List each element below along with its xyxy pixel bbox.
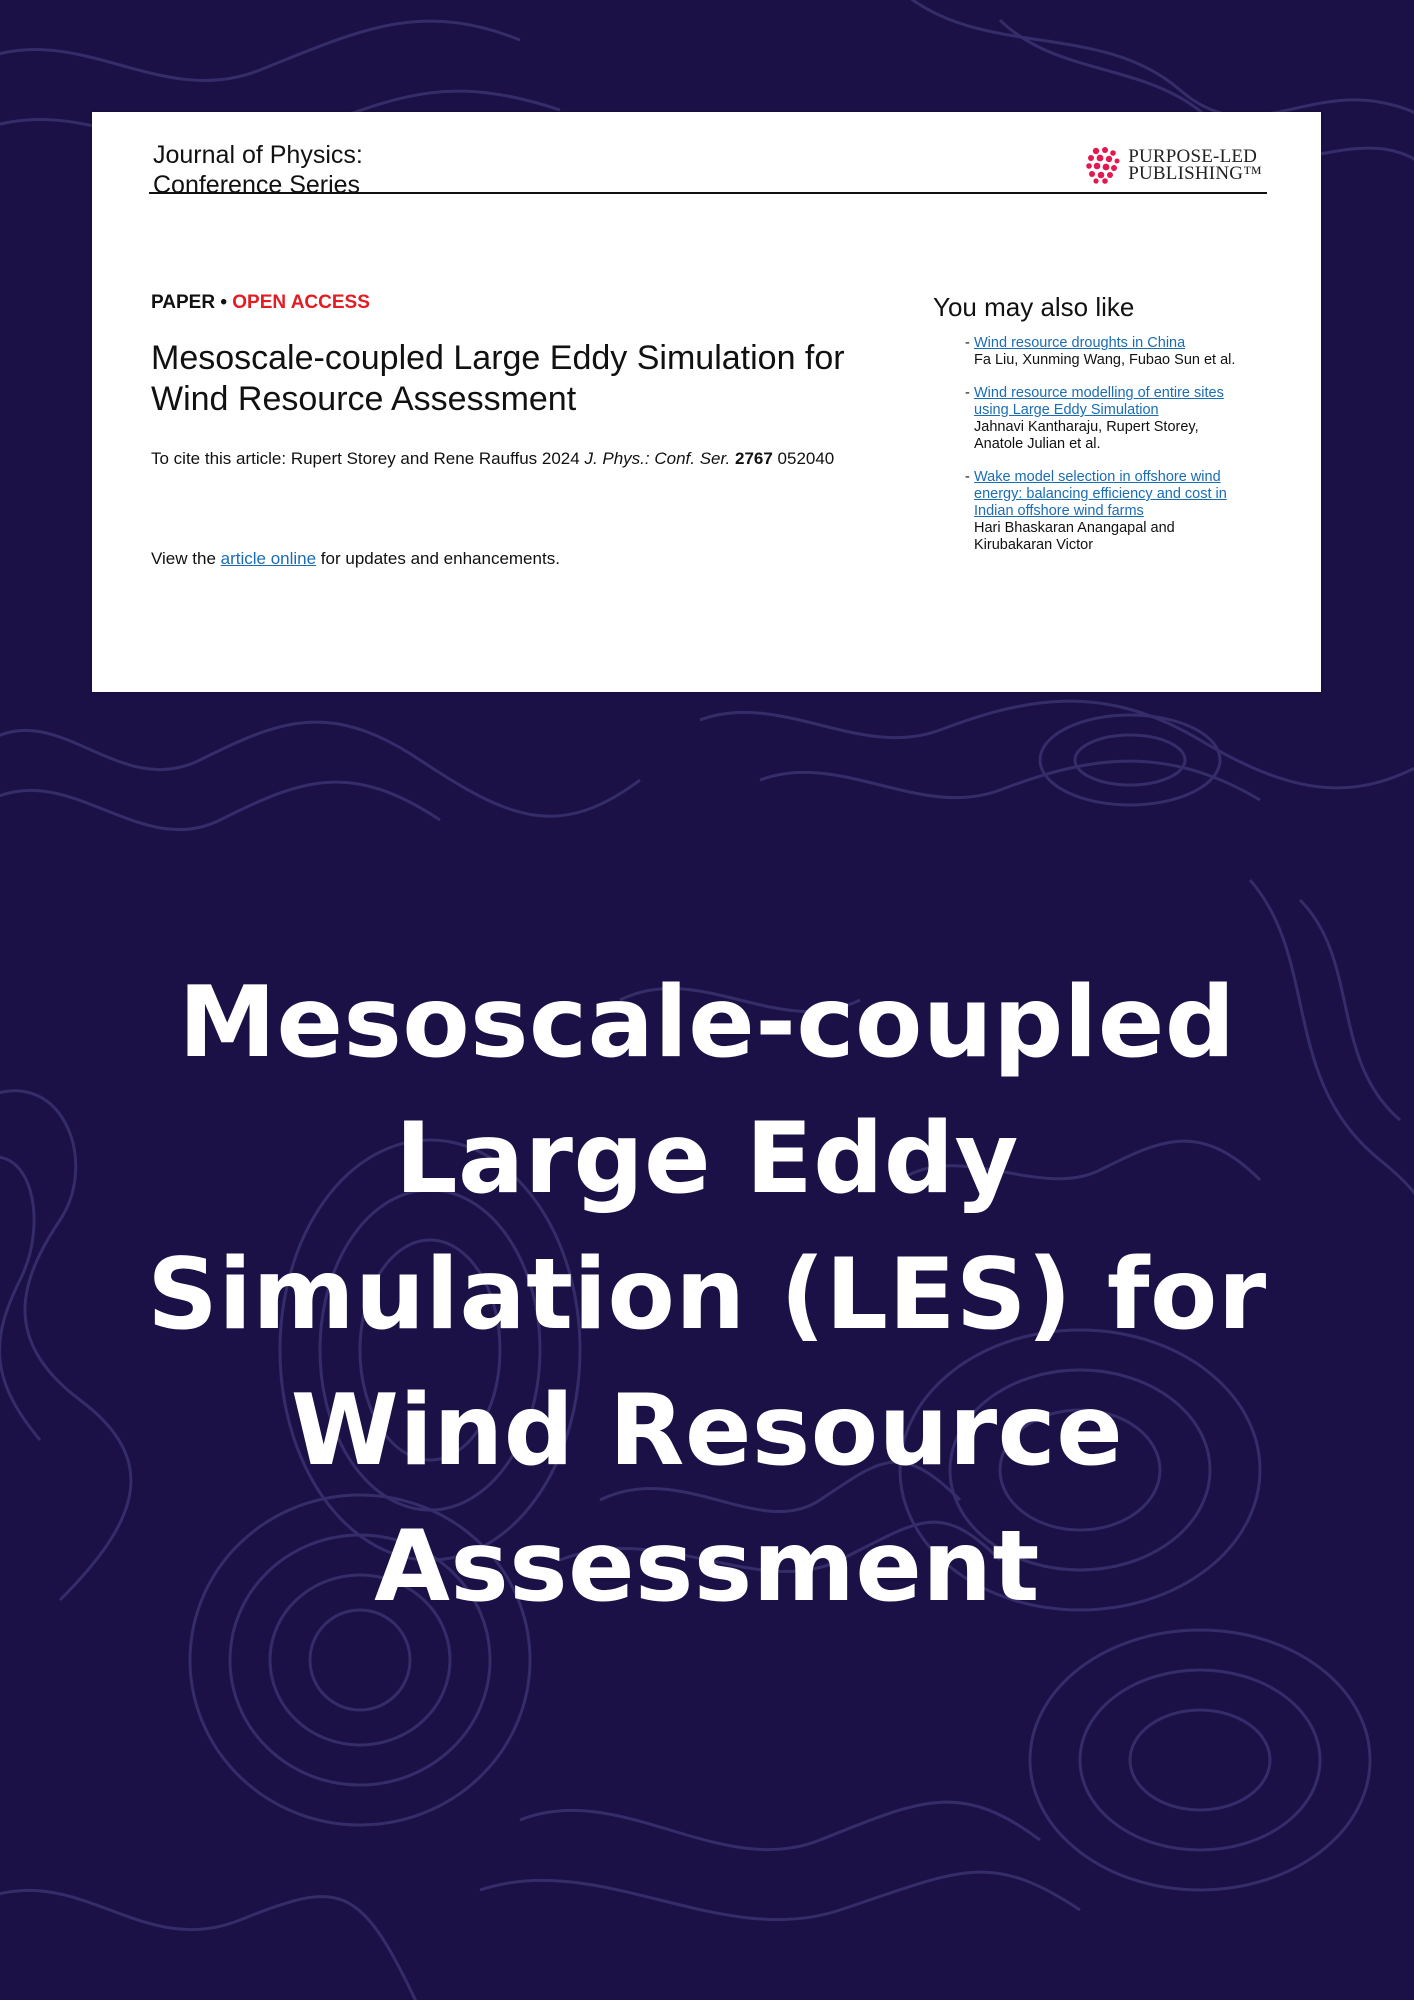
related-article-item <box>933 469 1244 554</box>
citation-volume: 2767 <box>734 449 773 468</box>
citation-article-number: 052040 <box>772 449 835 468</box>
journal-title-line2: Conference Series <box>153 171 361 199</box>
related-article-link[interactable]: Wind resource droughts in China <box>974 335 1186 351</box>
headline-line4: Wind Resource <box>290 1374 1124 1488</box>
journal-title-line1: Journal of Physics: <box>153 141 363 169</box>
separator-bullet: • <box>215 292 233 313</box>
article-title <box>151 338 871 420</box>
article-online-link[interactable]: article online <box>220 549 317 568</box>
related-article-link[interactable]: Wake model selection in offshore wind energy: balancing efficiency and cost in Indian offshore wind farms <box>974 469 1227 519</box>
paper-label: PAPER <box>151 292 216 313</box>
publisher-name <box>1128 148 1262 182</box>
headline-line5: Assessment <box>374 1510 1040 1624</box>
article-title-line1: Mesoscale-coupled Large Eddy Simulation for <box>151 339 845 377</box>
journal-header <box>149 130 1267 199</box>
paper-preview-card <box>92 112 1321 692</box>
you-may-also-like-panel <box>933 292 1283 570</box>
list-dash: - <box>965 335 970 351</box>
headline-title <box>0 955 1414 1635</box>
journal-title <box>153 140 363 200</box>
related-article-link[interactable]: Wind resource modelling of entire sites using Large Eddy Simulation <box>974 385 1224 418</box>
publisher-name-line2: PUBLISHING™ <box>1128 163 1262 184</box>
article-type-line <box>151 292 370 314</box>
publisher-name-line1: PURPOSE-LED <box>1128 146 1258 167</box>
view-online-line <box>151 549 560 569</box>
article-title-line2: Wind Resource Assessment <box>151 380 577 418</box>
headline-line2: Large Eddy <box>395 1102 1019 1216</box>
related-article-item <box>933 335 1244 369</box>
citation-line <box>151 449 834 469</box>
list-dash: - <box>965 469 970 485</box>
publisher-logo-icon <box>1086 146 1120 184</box>
related-article-item <box>933 385 1244 453</box>
related-article-authors: Fa Liu, Xunming Wang, Fubao Sun et al. <box>974 352 1236 368</box>
publisher-brand <box>1086 146 1262 184</box>
related-article-authors: Jahnavi Kantharaju, Rupert Storey, Anatole Julian et al. <box>974 419 1199 452</box>
headline-line1: Mesoscale-coupled <box>178 966 1236 1080</box>
related-article-authors: Hari Bhaskaran Anangapal and Kirubakaran Victor <box>974 520 1175 553</box>
citation-prefix: To cite this article: Rupert Storey and Rene Rauffus 2024 <box>151 449 585 468</box>
view-after-text: for updates and enhancements. <box>316 549 560 568</box>
headline-line3: Simulation (LES) for <box>147 1238 1267 1352</box>
list-dash: - <box>965 385 970 401</box>
view-before-text: View the <box>151 549 221 568</box>
open-access-badge: OPEN ACCESS <box>232 292 370 313</box>
citation-journal: J. Phys.: Conf. Ser. <box>584 449 731 468</box>
also-like-heading: You may also like <box>933 292 1135 322</box>
